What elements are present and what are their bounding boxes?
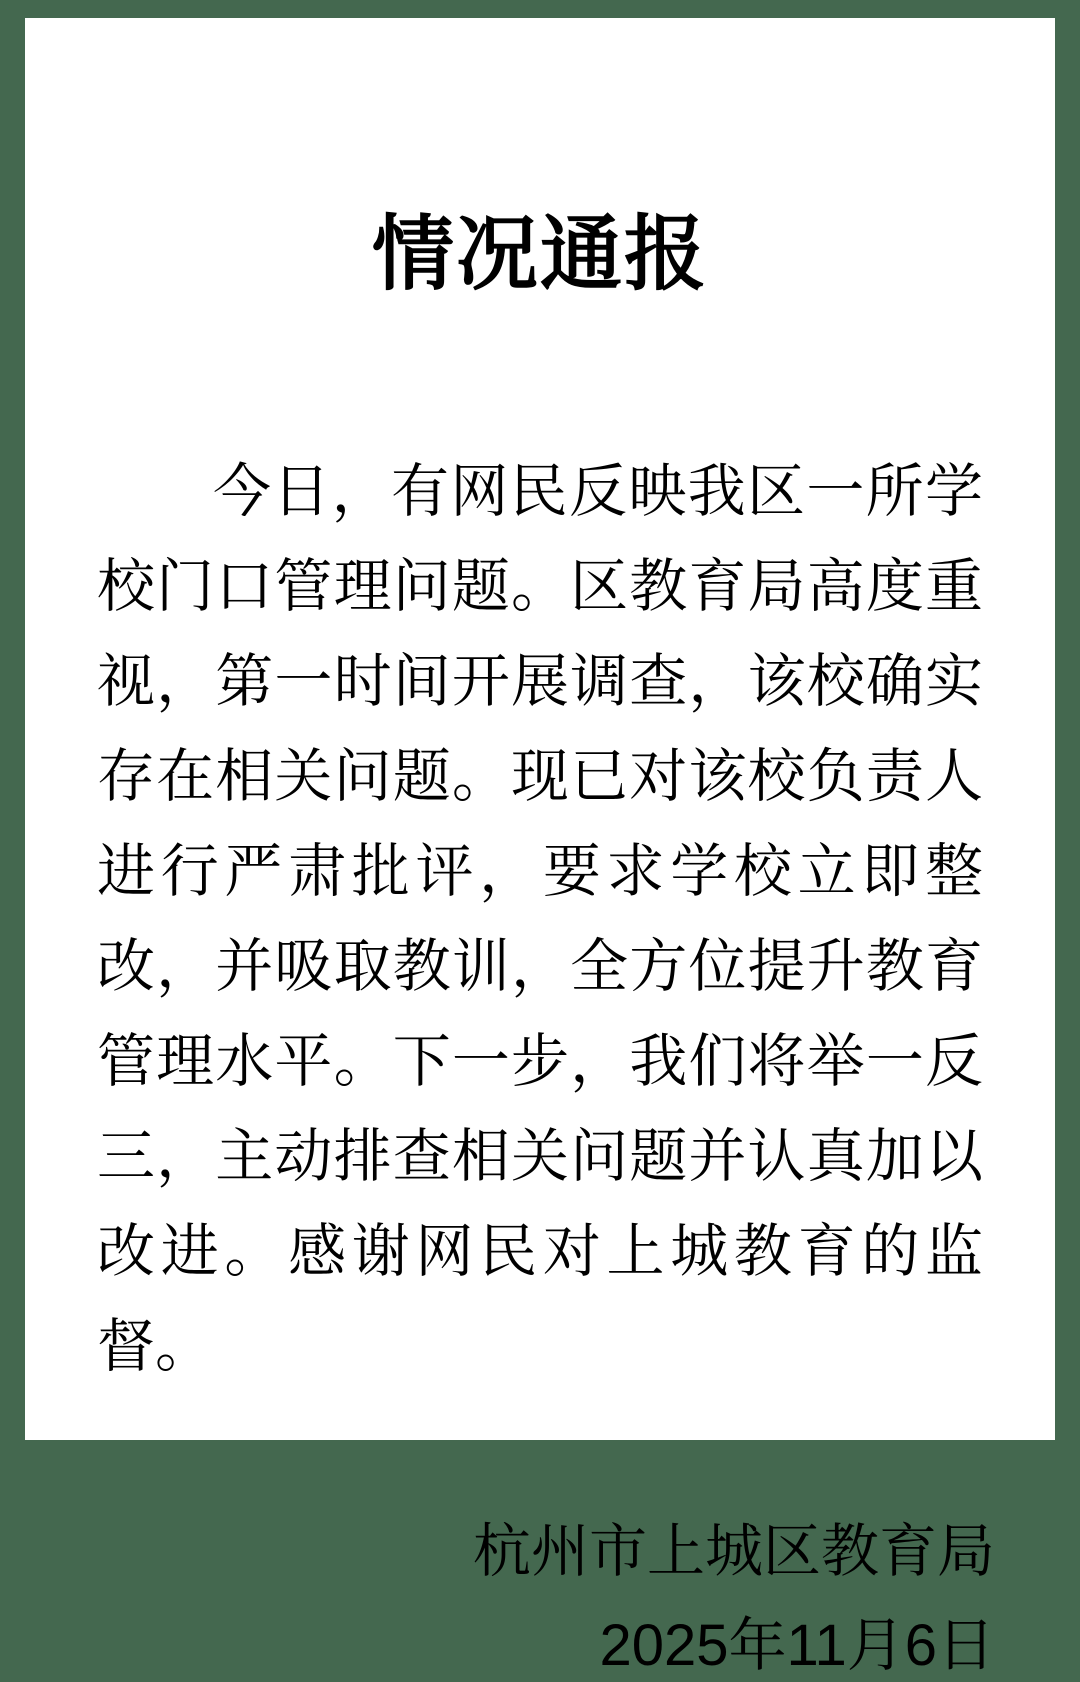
notice-body-text: 今日，有网民反映我区一所学校门口管理问题。区教育局高度重视，第一时间开展调查，该校确实存在相关问题。现已对该校负责人进行严肃批评，要求学校立即整改，并吸取教训，全方位提升教育管理水平。下一步，我们将举一反三，主动排查相关问题并认真加以改进。感谢网民对上城教育的监督。 xyxy=(97,459,983,1379)
notice-card xyxy=(25,18,1055,1678)
signature-date: 2025年11月6日 xyxy=(599,1613,995,1678)
notice-body-block xyxy=(25,296,1055,1394)
signature-block xyxy=(25,1394,1055,1682)
page-title: 情况通报 xyxy=(371,209,708,300)
signature-organization: 杭州市上城区教育局 xyxy=(472,1519,995,1584)
